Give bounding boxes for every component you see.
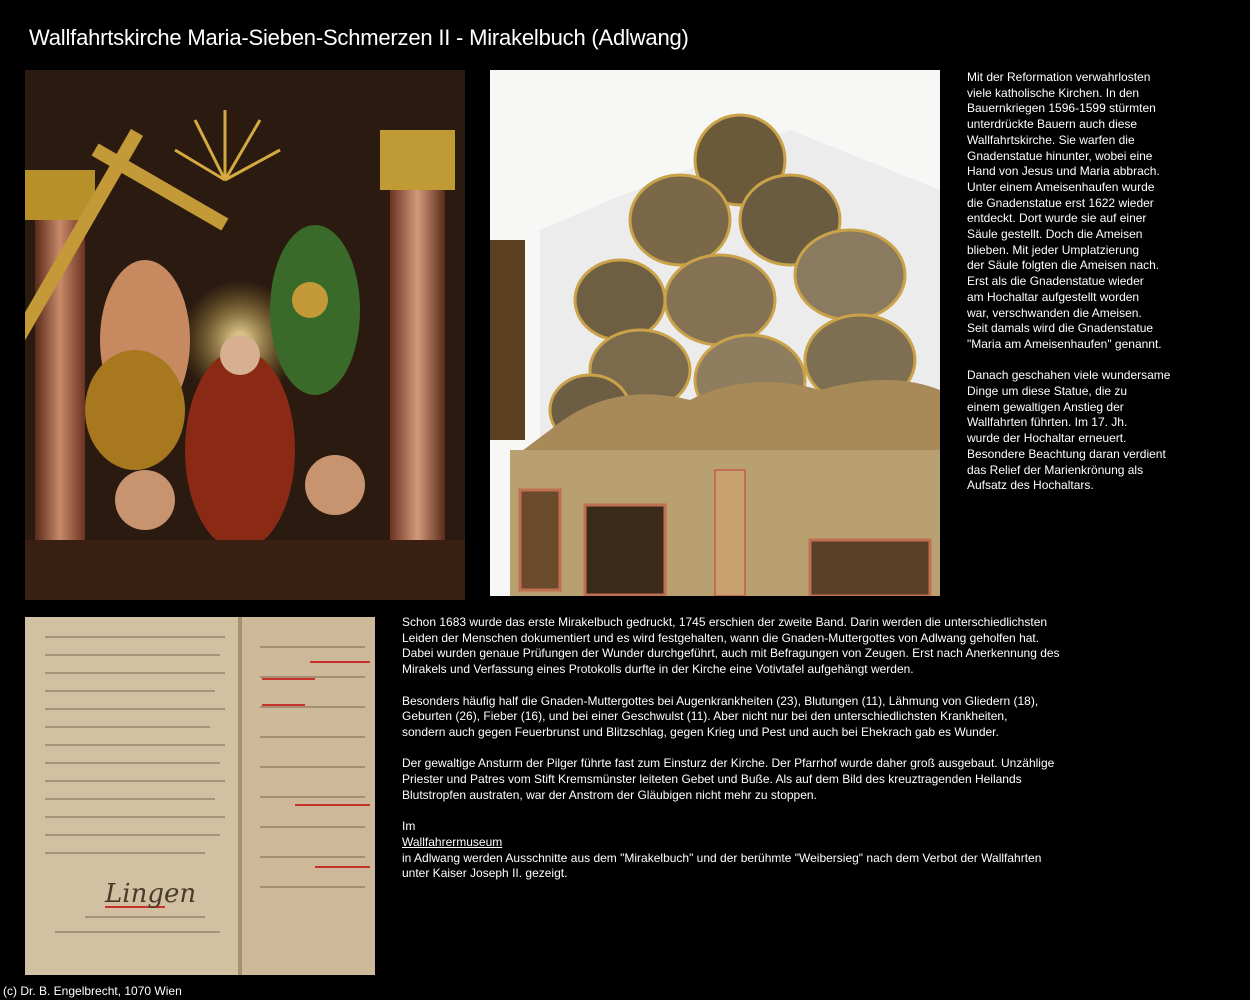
page-title: Wallfahrtskirche Maria-Sieben-Schmerzen II - Mirakelbuch (Adlwang) (29, 25, 689, 50)
miracle-book-photo (25, 617, 375, 975)
main-paragraph-2 (402, 694, 1102, 741)
text-line: Im (402, 819, 416, 834)
text-line: der Säule folgten die Ameisen nach. (967, 258, 1160, 273)
text-line: Erst als die Gnadenstatue wieder (967, 274, 1144, 289)
text-line: Wallfahrten führten. Im 17. Jh. (967, 415, 1128, 430)
text-line: unterdrückte Bauern auch diese (967, 117, 1138, 132)
text-line: Bauernkriegen 1596-1599 stürmten (967, 101, 1156, 116)
text-line: einem gewaltigen Anstieg der (967, 399, 1124, 414)
text-line: entdeckt. Dort wurde sie auf einer (967, 211, 1147, 226)
main-paragraph-1 (402, 615, 1102, 678)
text-line: Säule gestellt. Doch die Ameisen (967, 227, 1143, 242)
text-line: Blutstropfen austraten, war der Anstrom der Gläubigen nicht mehr zu stoppen. (402, 787, 817, 802)
text-line: Geburten (26), Fieber (16), und bei einer Geschwulst (11). Aber nicht nur bei den unterschiedlichsten Krankheiten, (402, 709, 1008, 724)
text-line: viele katholische Kirchen. In den (967, 85, 1140, 100)
text-line: Wallfahrtskirche. Sie warfen die (967, 132, 1135, 147)
book-inscription: Lingen (105, 879, 197, 909)
text-line: Leiden der Menschen dokumentiert und es wird festgehalten, wann die Gnaden-Muttergottes von Adlwang geholfen hat. (402, 630, 1040, 645)
text-line: Mirakels und Verfassung eines Protokolls durfte in der Kirche eine Votivtafel aufgehängt werden. (402, 662, 914, 677)
text-line: Hand von Jesus und Maria abbrach. (967, 164, 1160, 179)
miracle-book-photo-icon (25, 617, 375, 975)
text-line: das Relief der Marienkrönung als (967, 462, 1144, 477)
text-line: Aufsatz des Hochaltars. (967, 478, 1094, 493)
votive-tablets-photo (490, 70, 940, 596)
text-line: Danach geschahen viele wundersame (967, 368, 1171, 383)
text-line: Gnadenstatue hinunter, wobei eine (967, 148, 1153, 163)
text-line: am Hochaltar aufgestellt worden (967, 289, 1140, 304)
side-paragraph-2 (967, 368, 1237, 494)
text-line: blieben. Mit jeder Umplatzierung (967, 242, 1140, 257)
side-description (967, 70, 1237, 494)
text-line: Dinge um diese Statue, die zu (967, 384, 1128, 399)
text-line: "Maria am Ameisenhaufen" genannt. (967, 336, 1162, 351)
main-paragraph-3 (402, 756, 1102, 803)
text-line: unter Kaiser Joseph II. gezeigt. (402, 866, 568, 881)
text-line: Dabei wurden genaue Prüfungen der Wunder durchgeführt, auch mit Befragungen von Zeugen. Erst nach Anerkennung des (402, 646, 1060, 661)
text-line: Besondere Beachtung daran verdient (967, 446, 1166, 461)
text-line: die Gnadenstatue erst 1622 wieder (967, 195, 1154, 210)
copyright-footer: (c) Dr. B. Engelbrecht, 1070 Wien (3, 984, 182, 998)
text-line: wurde der Hochaltar erneuert. (967, 431, 1127, 446)
museum-link[interactable]: Wallfahrermuseum (402, 834, 503, 849)
text-line: in Adlwang werden Ausschnitte aus dem "Mirakelbuch" und der berühmte "Weibersieg" nach dem Verbot der Wallfahrten (402, 850, 1042, 865)
text-line: Unter einem Ameisenhaufen wurde (967, 179, 1155, 194)
main-paragraph-4 (402, 819, 1102, 882)
votive-tablets-photo-icon (490, 70, 940, 596)
main-description (402, 615, 1102, 882)
text-line: sondern auch gegen Feuerbrunst und Blitzschlag, gegen Krieg und Pest und auch bei Ehekrach gab es Wunder. (402, 724, 999, 739)
text-line: Der gewaltige Ansturm der Pilger führte fast zum Einsturz der Kirche. Der Pfarrhof wurde daher groß ausgebaut. Unzählige (402, 756, 1055, 771)
side-paragraph-1 (967, 70, 1237, 353)
text-line: Schon 1683 wurde das erste Mirakelbuch gedruckt, 1745 erschien der zweite Band. Darin werden die unterschiedlichsten (402, 615, 1048, 629)
altar-photo-icon (25, 70, 465, 600)
text-line: war, verschwanden die Ameisen. (967, 305, 1142, 320)
text-line: Seit damals wird die Gnadenstatue (967, 321, 1154, 336)
text-line: Priester und Patres vom Stift Kremsmünster leiteten Gebet und Buße. Als auf dem Bild des kreuztragenden Heilands (402, 772, 1022, 786)
altar-photo (25, 70, 465, 600)
text-line: Besonders häufig half die Gnaden-Muttergottes bei Augenkrankheiten (23), Blutungen (11), Lähmung von Gliedern (18), (402, 693, 1039, 708)
text-line: Mit der Reformation verwahrlosten (967, 70, 1151, 84)
